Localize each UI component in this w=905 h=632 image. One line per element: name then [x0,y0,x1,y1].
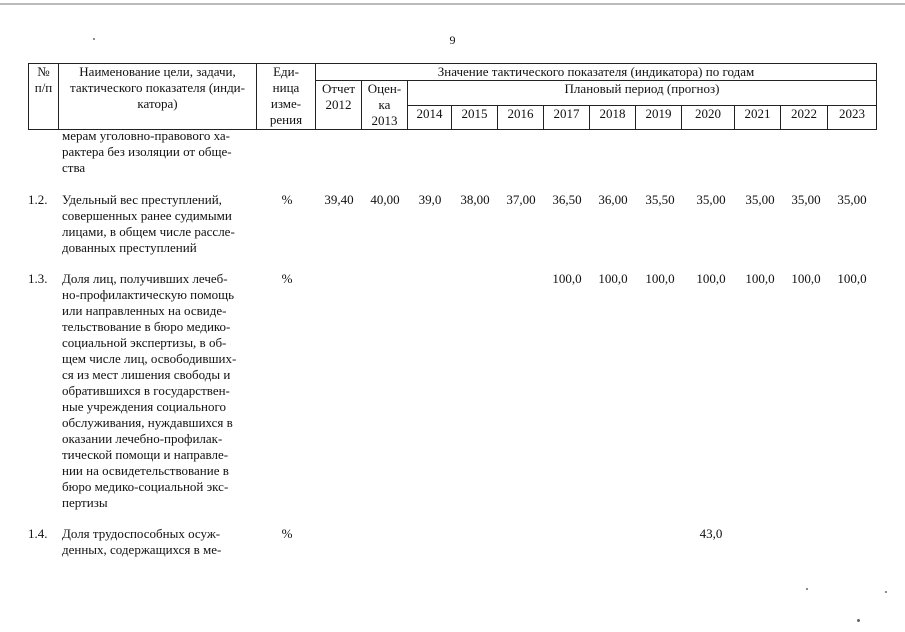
row-value: 37,00 [506,192,536,207]
header-unit: Еди- ница изме- рения [257,64,316,130]
row-value: 100,0 [598,271,628,286]
header-year: 2020 [682,105,735,130]
row-indicator-name: мерам уголовно-правового ха- рактера без изоляции от обще- ства [62,128,232,175]
header-plan: Плановый период (прогноз) [408,81,877,106]
row-unit: % [281,526,293,541]
header-year: 2023 [828,105,877,130]
row-number: 1.3. [28,271,48,286]
row-number: 1.2. [28,192,48,207]
row-indicator-name: Удельный вес преступлений, совершенных ранее судимыми лицами, в общем числе рассле- дованных преступлений [62,192,235,255]
top-rule [0,3,905,5]
row-value: 100,0 [552,271,582,286]
header-year: 2014 [408,105,452,130]
row-value: 35,00 [837,192,867,207]
row-number: 1.4. [28,526,48,541]
row-value: 35,00 [745,192,775,207]
row-value: 35,00 [696,192,726,207]
row-unit: % [281,271,293,286]
header-values: Значение тактического показателя (индикатора) по годам [316,64,877,81]
row-value: 100,0 [745,271,775,286]
row-value: 40,00 [370,192,400,207]
row-value: 39,0 [418,192,442,207]
header-year: 2019 [636,105,682,130]
row-value: 100,0 [645,271,675,286]
row-value: 39,40 [324,192,354,207]
header-year: 2018 [590,105,636,130]
header-year: 2021 [735,105,781,130]
row-value: 100,0 [696,271,726,286]
header-year: 2016 [498,105,544,130]
row-value: 100,0 [837,271,867,286]
row-value: 100,0 [791,271,821,286]
scan-speck [806,588,808,590]
row-unit: % [281,192,293,207]
header-estimate: Оцен- ка 2013 [362,81,408,130]
row-value: 36,50 [552,192,582,207]
scan-speck [857,619,860,622]
row-value: 38,00 [460,192,490,207]
scan-speck [93,38,95,40]
header-num: № п/п [29,64,59,130]
header-year: 2015 [452,105,498,130]
page-number: 9 [449,33,456,47]
header-name: Наименование цели, задачи, тактического показателя (инди- катора) [59,64,257,130]
row-indicator-name: Доля лиц, получивших лечеб- но-профилактическую помощь или направленных на освиде- тельствование в бюро медико- социальной экспертизы, в об- щем числе лиц, освободивших- ся из мест лишения свободы и обратившихся в государствен- ные учреждения социального обслуживания, нуждавшихся в оказании лечебно-профилак- тической помощи и направле- нии на освидетельствование в бюро медико-социальной экс- пертизы [62,271,237,510]
header-report: Отчет 2012 [316,81,362,130]
scan-speck [885,591,887,593]
row-value: 35,00 [791,192,821,207]
header-year: 2022 [781,105,828,130]
header-year: 2017 [544,105,590,130]
row-value: 36,00 [598,192,628,207]
row-value: 43,0 [699,526,723,541]
table-header [28,63,877,130]
row-value: 35,50 [645,192,675,207]
row-indicator-name: Доля трудоспособных осуж- денных, содержащихся в ме- [62,526,222,557]
